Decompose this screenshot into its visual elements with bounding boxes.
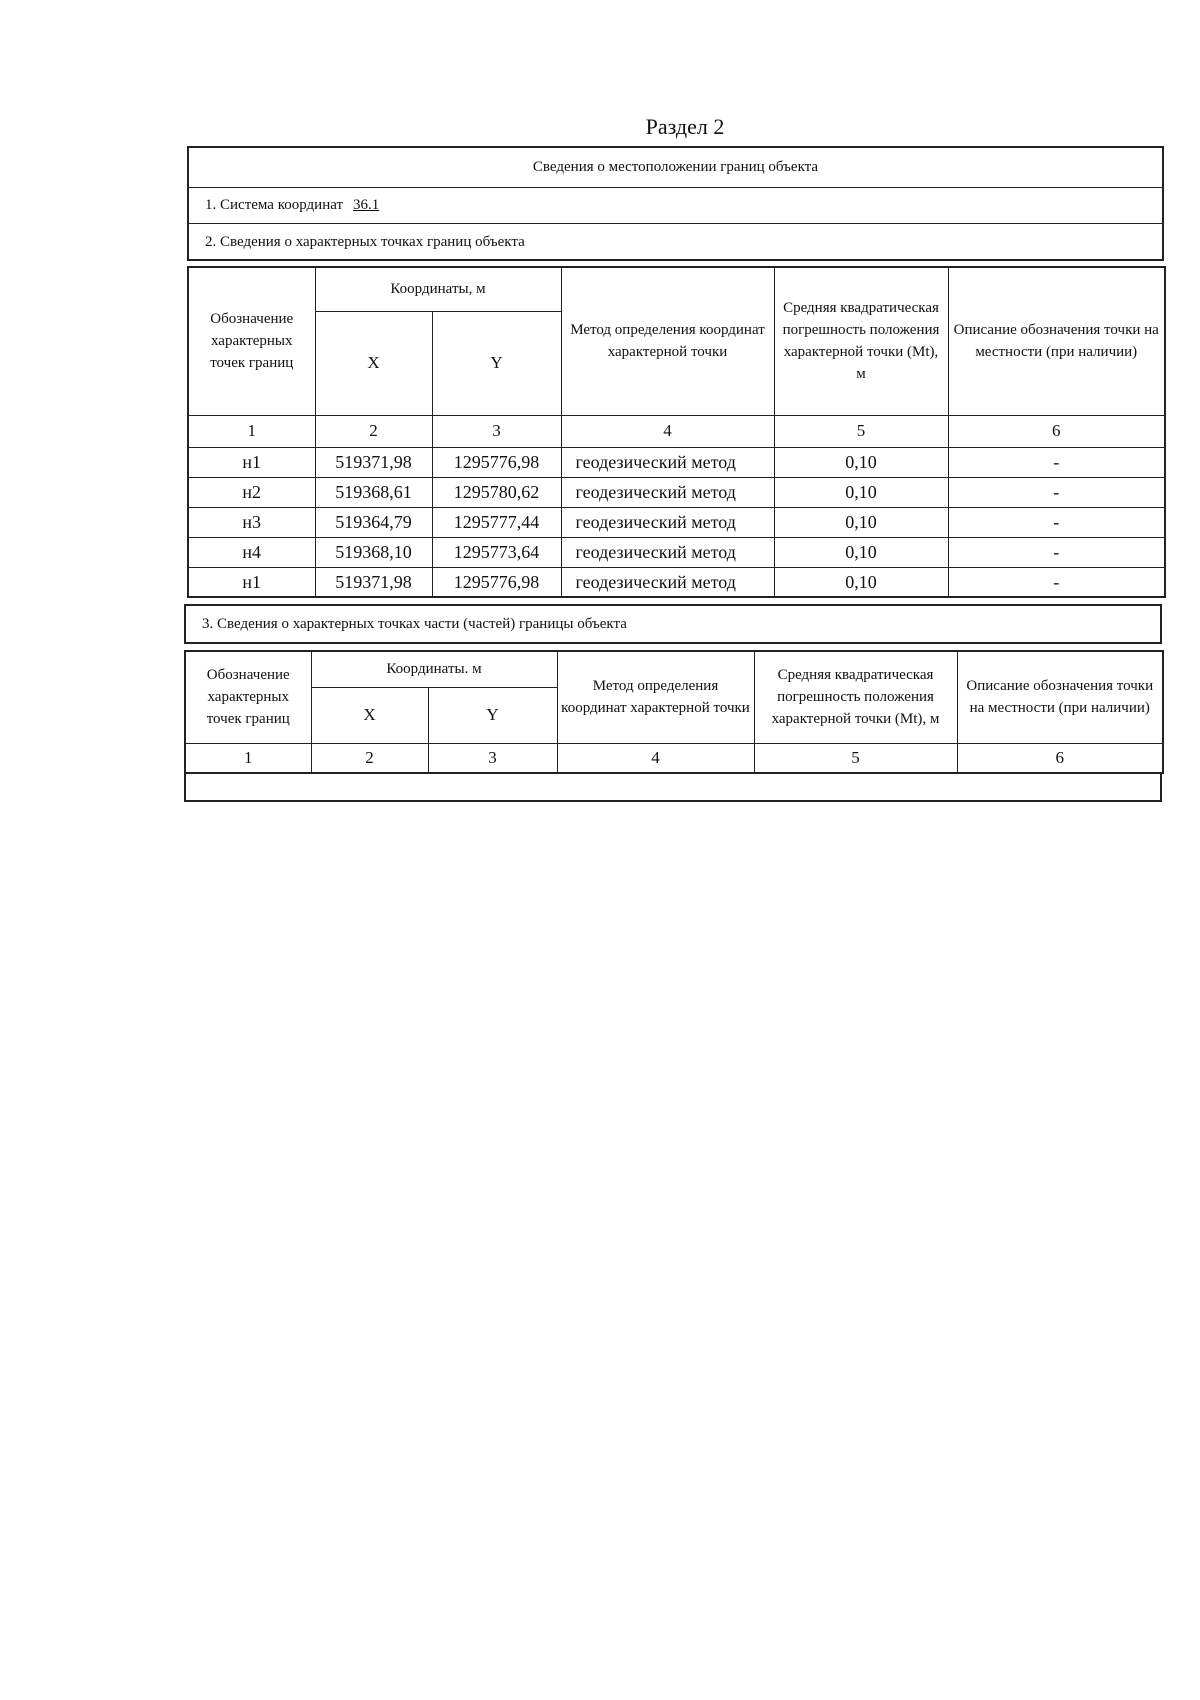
y-value: 1295777,44 <box>432 507 561 537</box>
table-row <box>188 447 1165 477</box>
column-number: 1 <box>185 743 311 773</box>
mt-value: 0,10 <box>774 537 948 567</box>
column-number: 1 <box>188 415 315 447</box>
column-number: 6 <box>948 415 1165 447</box>
header-x: X <box>311 687 428 743</box>
parts-section-label-row <box>186 606 1160 642</box>
header-coordinates: Координаты. м <box>311 651 557 687</box>
x-value: 519368,61 <box>315 477 432 507</box>
header-coordinates: Координаты, м <box>315 267 561 311</box>
description-value: - <box>948 537 1165 567</box>
y-value: 1295773,64 <box>432 537 561 567</box>
point-label: н1 <box>188 567 315 597</box>
table-row <box>188 567 1165 597</box>
header-y: Y <box>432 311 561 415</box>
column-number: 3 <box>432 415 561 447</box>
description-value: - <box>948 507 1165 537</box>
section-header-block <box>187 146 1164 261</box>
points-section-label: 2. Сведения о характерных точках границ объекта <box>205 233 525 250</box>
coord-system-label: 1. Система координат <box>205 197 344 213</box>
coord-system-value: 36.1 <box>353 197 380 213</box>
column-number: 6 <box>957 743 1163 773</box>
parts-empty-row <box>184 774 1162 802</box>
description-value: - <box>948 477 1165 507</box>
x-value: 519368,10 <box>315 537 432 567</box>
column-number: 4 <box>557 743 754 773</box>
method-value: геодезический метод <box>561 567 774 597</box>
section-title-text: Сведения о местоположении границ объекта <box>532 159 819 175</box>
header-method: Метод определения координат характерной точки <box>557 651 754 743</box>
header-accuracy: Средняя квадратическая погрешность положения характерной точки (Mt), м <box>774 267 948 415</box>
section-title <box>189 148 1162 188</box>
y-value: 1295780,62 <box>432 477 561 507</box>
table-row <box>188 537 1165 567</box>
point-label: н3 <box>188 507 315 537</box>
x-value: 519364,79 <box>315 507 432 537</box>
mt-value: 0,10 <box>774 447 948 477</box>
coord-system-row <box>189 188 1162 224</box>
parts-table <box>184 650 1164 774</box>
header-x: X <box>315 311 432 415</box>
point-label: н4 <box>188 537 315 567</box>
mt-value: 0,10 <box>774 507 948 537</box>
points-section-label-row <box>189 224 1162 260</box>
y-value: 1295776,98 <box>432 567 561 597</box>
column-number: 4 <box>561 415 774 447</box>
x-value: 519371,98 <box>315 447 432 477</box>
page-title: Раздел 2 <box>645 114 725 139</box>
header-designation: Обозначение характерных точек границ <box>188 267 315 415</box>
parts-section-label: 3. Сведения о характерных точках части (частей) границы объекта <box>202 615 627 632</box>
method-value: геодезический метод <box>561 507 774 537</box>
points-table <box>187 266 1166 598</box>
header-accuracy: Средняя квадратическая погрешность положения характерной точки (Mt), м <box>754 651 957 743</box>
point-label: н1 <box>188 447 315 477</box>
y-value: 1295776,98 <box>432 447 561 477</box>
description-value: - <box>948 447 1165 477</box>
header-method: Метод определения координат характерной точки <box>561 267 774 415</box>
column-number: 5 <box>774 415 948 447</box>
description-value: - <box>948 567 1165 597</box>
method-value: геодезический метод <box>561 477 774 507</box>
header-description: Описание обозначения точки на местности (при наличии) <box>957 651 1163 743</box>
x-value: 519371,98 <box>315 567 432 597</box>
column-number: 2 <box>315 415 432 447</box>
header-designation: Обозначение характерных точек границ <box>185 651 311 743</box>
mt-value: 0,10 <box>774 477 948 507</box>
header-y: Y <box>428 687 557 743</box>
column-number: 2 <box>311 743 428 773</box>
table-row <box>188 507 1165 537</box>
point-label: н2 <box>188 477 315 507</box>
header-description: Описание обозначения точки на местности (при наличии) <box>948 267 1165 415</box>
method-value: геодезический метод <box>561 447 774 477</box>
parts-section-block <box>184 604 1162 644</box>
table-row <box>188 477 1165 507</box>
mt-value: 0,10 <box>774 567 948 597</box>
column-number: 3 <box>428 743 557 773</box>
column-number: 5 <box>754 743 957 773</box>
method-value: геодезический метод <box>561 537 774 567</box>
